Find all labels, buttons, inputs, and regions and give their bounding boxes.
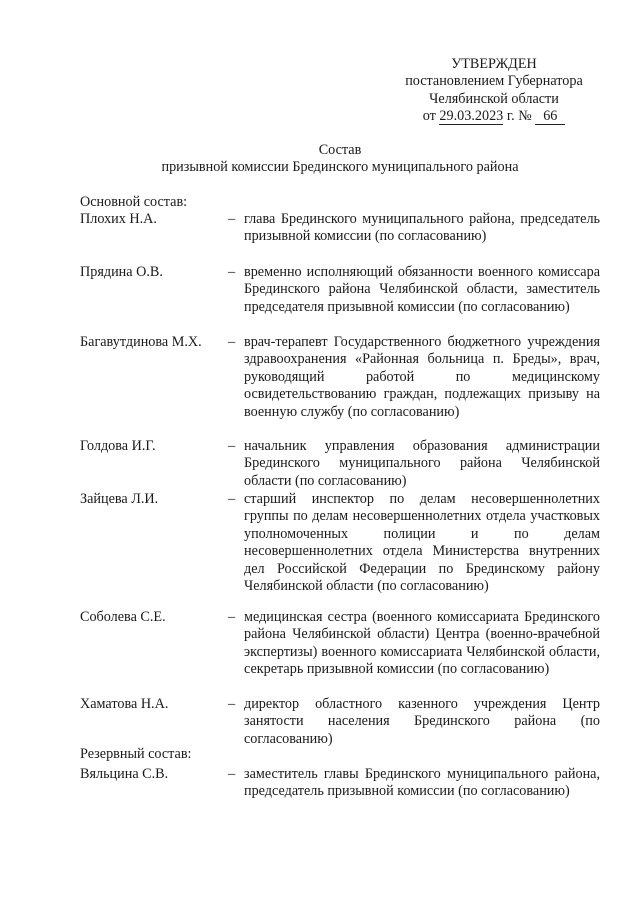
from-label: от (422, 108, 436, 125)
decree-reference (423, 108, 566, 125)
document-title (80, 142, 600, 177)
member-dash: – (228, 609, 236, 625)
reserve-section-heading: Резервный состав: (80, 746, 192, 762)
title-line-1: Состав (318, 142, 362, 158)
member-name: Хаматова Н.А. (80, 696, 169, 712)
member-name: Соболева С.Е. (80, 609, 166, 625)
member-role: заместитель главы Брединского муниципального района, председатель призывной комиссии (по согласованию) (244, 766, 600, 800)
approved-by: постановлением Губернатора (405, 73, 583, 90)
member-name: Прядина О.В. (80, 264, 163, 280)
member-dash: – (228, 438, 236, 454)
main-section-heading: Основной состав: (80, 194, 188, 210)
member-dash: – (228, 264, 236, 280)
member-name: Зайцева Л.И. (80, 491, 159, 507)
member-role: глава Брединского муниципального района, председатель призывной комиссии (по согласованию) (244, 211, 600, 245)
member-name: Голдова И.Г. (80, 438, 156, 454)
member-role: медицинская сестра (военного комиссариата Брединского района Челябинской области) Центра (военно-врачебной экспертизы) военного комиссариата Челябинской области, секретарь призывной комиссии (по согласованию) (244, 609, 600, 678)
member-dash: – (228, 766, 236, 782)
year-number-label: г. № (506, 108, 532, 125)
title-line-2: призывной комиссии Брединского муниципального района (161, 159, 519, 176)
approved-heading: УТВЕРЖДЕН (451, 56, 537, 72)
member-role: старший инспектор по делам несовершеннолетних группы по делам несовершеннолетних отдела участковых уполномоченных полиции и по делам несовершеннолетних отдела Министерства внутренних дел Российской Федерации по Брединскому району Челябинской области (по согласованию) (244, 491, 600, 595)
decree-date: 29.03.2023 (439, 108, 504, 125)
approval-block (384, 56, 604, 126)
member-role: директор областного казенного учреждения Центр занятости населения Брединского района (по согласованию) (244, 696, 600, 747)
member-name: Багавутдинова М.Х. (80, 334, 202, 350)
member-dash: – (228, 696, 236, 712)
member-role: временно исполняющий обязанности военного комиссара Брединского района Челябинской области, заместитель председателя призывной комиссии (по согласованию) (244, 264, 600, 315)
member-name: Вяльцина С.В. (80, 766, 169, 782)
member-role: врач-терапевт Государственного бюджетного учреждения здравоохранения «Районная больница п. Бреды», врач, руководящий работой по медицинскому освидетельствованию граждан, подлежащих призыву на военную службу (по согласованию) (244, 334, 600, 420)
member-dash: – (228, 211, 236, 227)
member-role: начальник управления образования администрации Брединского муниципального района Челябинской области (по согласованию) (244, 438, 600, 489)
approved-region: Челябинской области (429, 90, 559, 107)
member-name: Плохих Н.А. (80, 211, 157, 227)
member-dash: – (228, 334, 236, 350)
member-dash: – (228, 491, 236, 507)
decree-number: 66 (535, 109, 565, 125)
